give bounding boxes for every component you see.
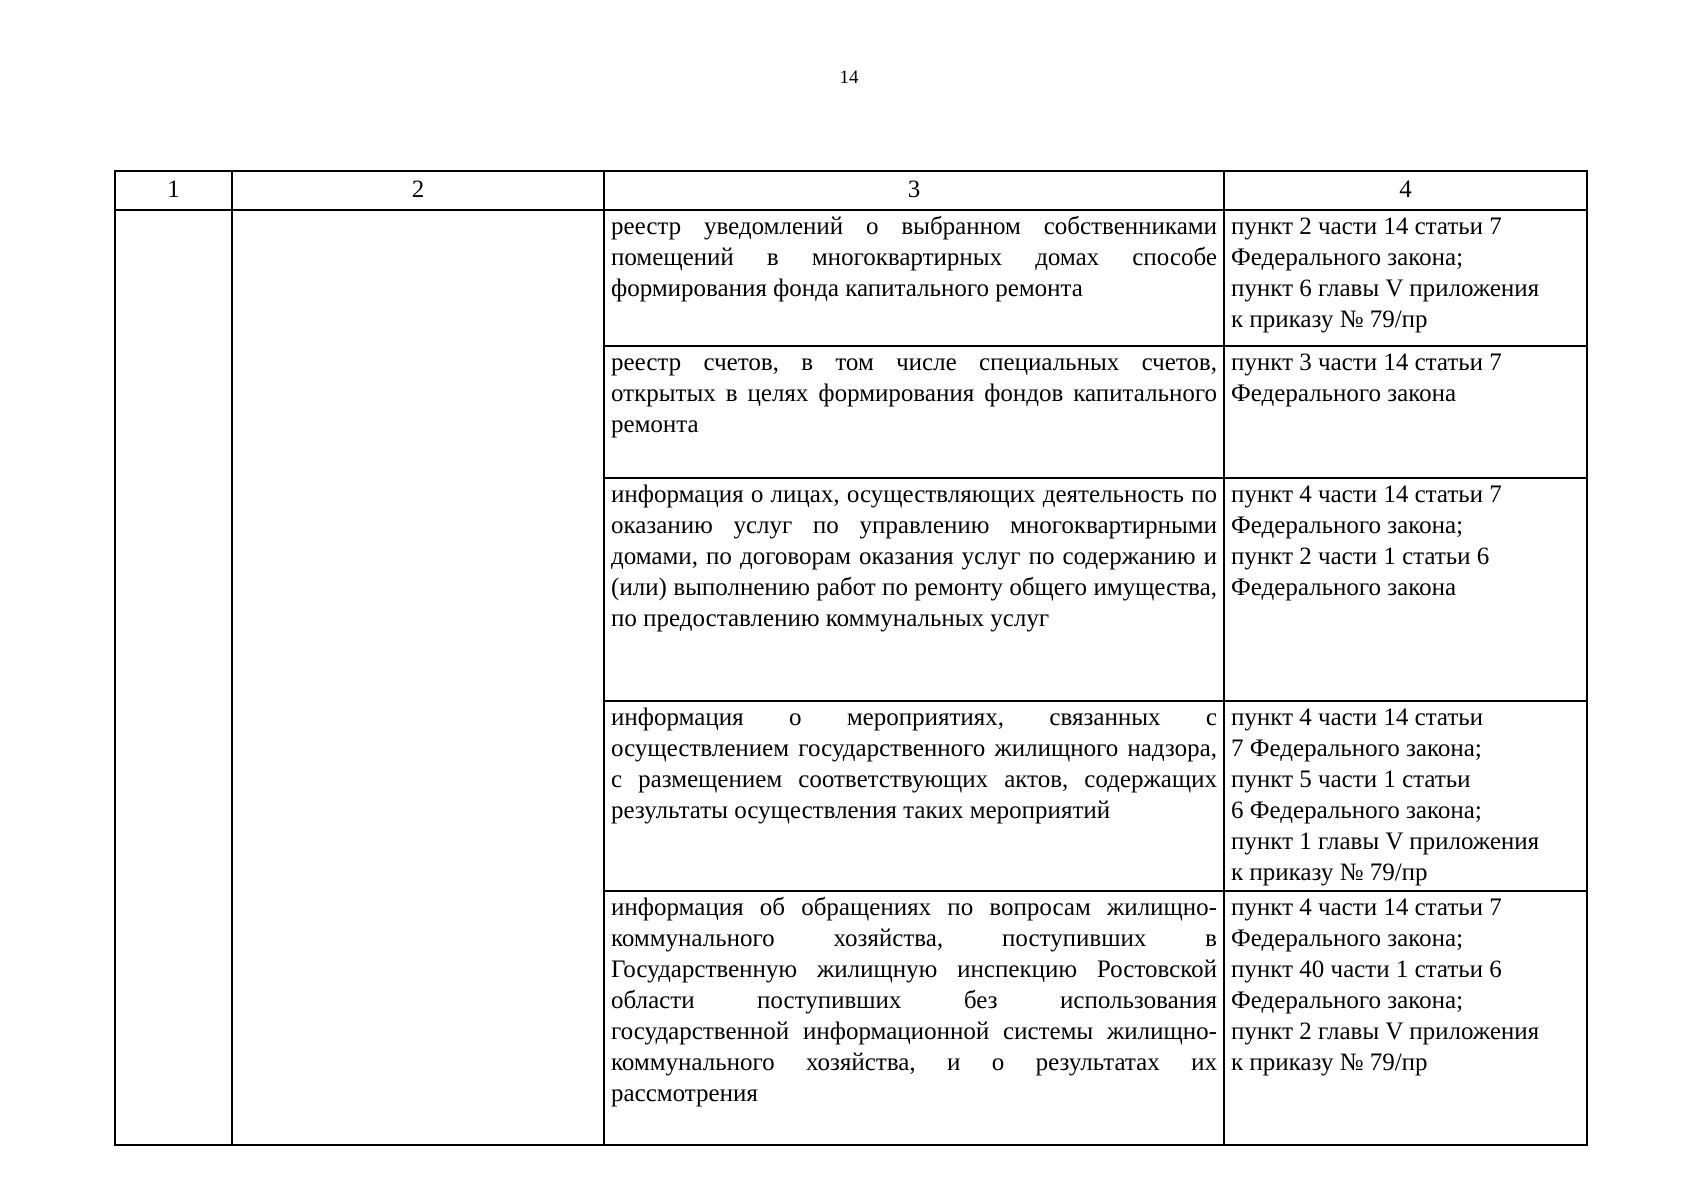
reference-line: 6 Федерального закона; — [1231, 797, 1482, 824]
reference-line: Федерального закона; — [1231, 512, 1464, 539]
row-4-reference — [1224, 701, 1587, 891]
reference-line: пункт 2 главы V приложения — [1231, 1018, 1540, 1045]
reference-line: пункт 2 части 14 статьи 7 — [1231, 213, 1502, 240]
row-2-description: реестр счетов, в том числе специальных счетов, открытых в целях формирования фондов капитального ремонта — [604, 346, 1224, 478]
reference-line: к приказу № 79/пр — [1231, 306, 1428, 333]
reference-line: пункт 6 главы V приложения — [1231, 275, 1540, 302]
reference-line: к приказу № 79/пр — [1231, 859, 1428, 886]
row-1-description: реестр уведомлений о выбранном собственниками помещений в многоквартирных домах способе формирования фонда капитального ремонта — [604, 210, 1224, 346]
reference-line: пункт 2 части 1 статьи 6 — [1231, 543, 1490, 570]
reference-line: пункт 3 части 14 статьи 7 — [1231, 349, 1502, 376]
page-number: 14 — [839, 67, 859, 88]
row-2-reference — [1224, 346, 1587, 478]
document-table — [114, 170, 1588, 1146]
reference-line: Федерального закона — [1231, 380, 1457, 407]
reference-line: пункт 1 главы V приложения — [1231, 828, 1540, 855]
header-col-4: 4 — [1224, 171, 1587, 210]
reference-line: пункт 4 части 14 статьи 7 — [1231, 894, 1502, 921]
reference-line: пункт 4 части 14 статьи — [1231, 704, 1484, 731]
row-5-description: информация об обращениях по вопросам жилищно-коммунального хозяйства, поступивших в Государственную жилищную инспекцию Ростовской области поступивших без использования государственной информационной системы жилищно-коммунального хозяйства, и о результатах их рассмотрения — [604, 891, 1224, 1145]
row-5-reference — [1224, 891, 1587, 1145]
col2-merged-cell — [232, 210, 604, 1145]
header-col-3: 3 — [604, 171, 1224, 210]
reference-line: 7 Федерального закона; — [1231, 735, 1482, 762]
reference-line: пункт 40 части 1 статьи 6 — [1231, 956, 1502, 983]
reference-line: пункт 4 части 14 статьи 7 — [1231, 481, 1502, 508]
reference-line: Федерального закона; — [1231, 244, 1464, 271]
reference-line: к приказу № 79/пр — [1231, 1049, 1428, 1076]
table-header-row — [115, 171, 1587, 210]
header-col-2: 2 — [232, 171, 604, 210]
reference-line: пункт 5 части 1 статьи — [1231, 766, 1471, 793]
header-col-1: 1 — [115, 171, 232, 210]
row-3-reference — [1224, 478, 1587, 701]
table-row — [115, 210, 1587, 346]
reference-line: Федерального закона — [1231, 574, 1457, 601]
reference-line: Федерального закона; — [1231, 987, 1464, 1014]
row-3-description: информация о лицах, осуществляющих деятельность по оказанию услуг по управлению многоквартирными домами, по договорам оказания услуг по содержанию и (или) выполнению работ по ремонту общего имущества, по предоставлению коммунальных услуг — [604, 478, 1224, 701]
row-4-description: информация о мероприятиях, связанных с осуществлением государственного жилищного надзора, с размещением соответствующих актов, содержащих результаты осуществления таких мероприятий — [604, 701, 1224, 891]
reference-line: Федерального закона; — [1231, 925, 1464, 952]
row-1-reference — [1224, 210, 1587, 346]
col1-merged-cell — [115, 210, 232, 1145]
